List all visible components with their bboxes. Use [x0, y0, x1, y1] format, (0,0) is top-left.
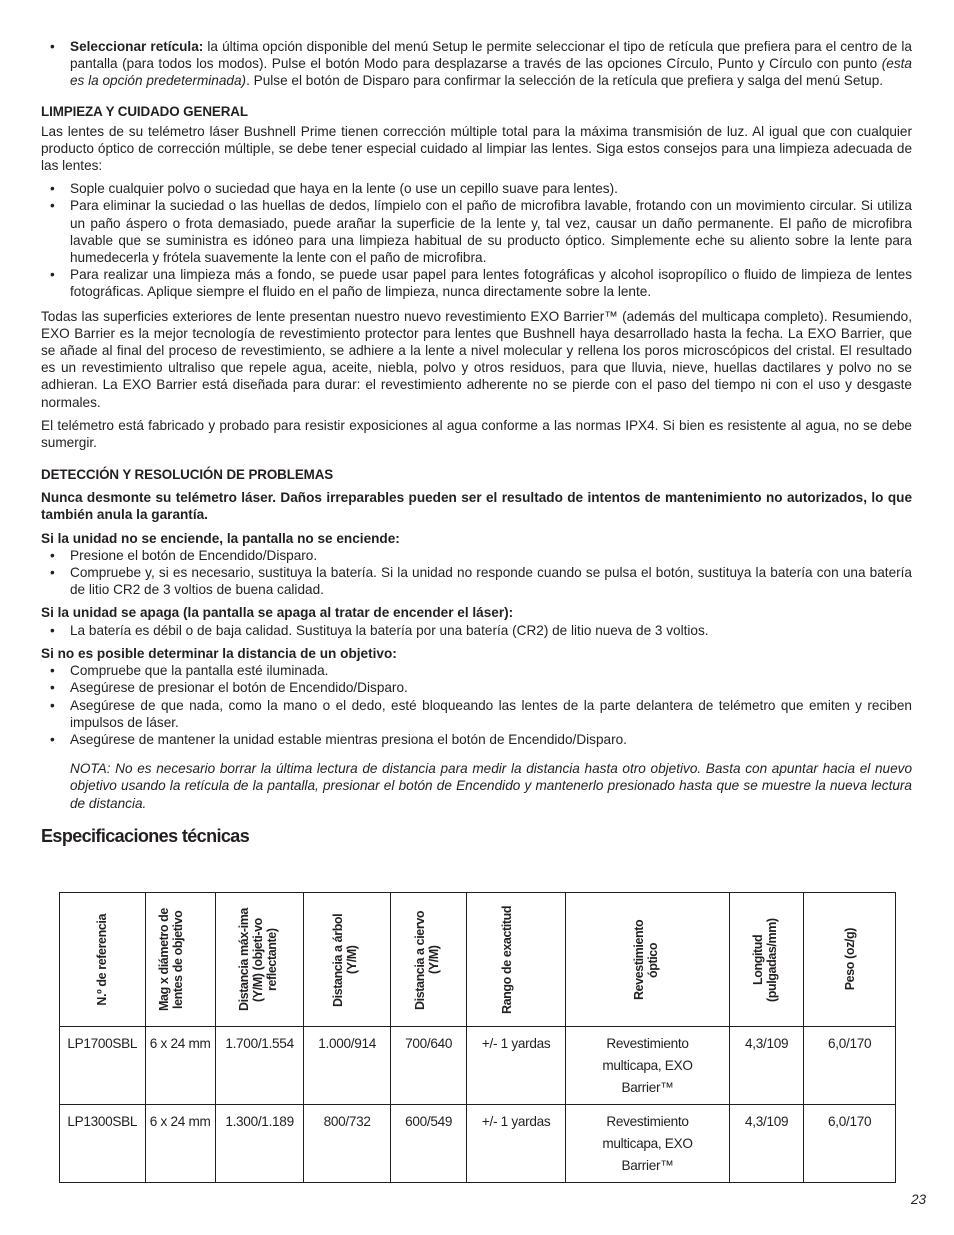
table-cell: LP1700SBL	[60, 1027, 146, 1105]
exo-barrier-paragraph: Todas las superficies exteriores de lente presentan nuestro nuevo revestimiento EXO Barrier™ (además del multicapa completo). Resumiendo, EXO Barrier es la mejor tecnología de revestimiento protector para lentes que Bushnell haya desarrollado hasta la fecha. La EXO Barrier, que se añade al final del proceso de revestimiento, se adhiere a la lente a nivel molecular y rellena los poros microscópicos del cristal. El resultado es un revestimiento ultraliso que repele agua, aceite, niebla, polvo y otros residuos, para que lluvia, nieve, huellas dactilares y polvo no se adhieran. La EXO Barrier está diseñada para durar: el revestimiento adherente no se pierde con el paso del tiempo ni con el uso y desgaste normales.	[41, 308, 912, 410]
table-cell: LP1300SBL	[60, 1105, 146, 1183]
table-cell: 6,0/170	[804, 1027, 896, 1105]
water-resistance-paragraph: El telémetro está fabricado y probado para resistir exposiciones al agua conforme a las normas IPX4. Si bien es resistente al agua, no se debe sumergir.	[41, 417, 912, 451]
list-item: • Asegúrese de mantener la unidad estable mientras presiona el botón de Encendido/Disparo.	[41, 731, 912, 748]
list-item: • La batería es débil o de baja calidad. Sustituya la batería por una batería (CR2) de litio nueva de 3 voltios.	[41, 622, 912, 639]
document-page	[41, 38, 912, 847]
reticle-bullet-text-a: la última opción disponible del menú Setup le permite seleccionar el tipo de retícula que prefiera para el centro de la pantalla (para todos los modos). Pulse el botón Modo para desplazarse a través de las opciones Círculo, Punto y Círculo con punto	[70, 39, 912, 72]
table-cell: 600/549	[390, 1105, 466, 1183]
specs-header-row	[60, 893, 896, 1027]
specs-heading: Especificaciones técnicas	[41, 825, 250, 846]
troubleshooting-heading: DETECCIÓN Y RESOLUCIÓN DE PROBLEMAS	[41, 467, 334, 483]
table-cell: 4,3/109	[729, 1105, 803, 1183]
case1-list	[41, 547, 912, 599]
table-cell: +/- 1 yardas	[467, 1027, 566, 1105]
specs-header-cell	[804, 893, 896, 1027]
case1-title: Si la unidad no se enciende, la pantalla no se enciende:	[41, 530, 400, 546]
table-row	[60, 1105, 896, 1183]
header-mag: Mag x diámetro de lentes de objetivo	[157, 908, 186, 1011]
list-item: • Asegúrese de que nada, como la mano o el dedo, esté bloqueando las lentes de la parte delantera de telémetro que emiten y reciben impulsos de láser.	[41, 697, 912, 731]
page-number: 23	[911, 1192, 927, 1207]
reticle-bullet	[41, 38, 912, 90]
table-cell: +/- 1 yardas	[467, 1105, 566, 1183]
table-cell: 1.300/1.189	[215, 1105, 304, 1183]
reticle-bullet-list	[41, 38, 912, 90]
reticle-bullet-text-b: . Pulse el botón de Disparo para confirmar la selección de la retícula que prefiera y salga del menú Setup.	[246, 73, 884, 89]
table-cell: 4,3/109	[729, 1027, 803, 1105]
table-cell: 700/640	[390, 1027, 466, 1105]
specs-header-cell	[145, 893, 215, 1027]
header-length: Longitud (pulgadas/mm)	[750, 917, 779, 1002]
list-item: • Presione el botón de Encendido/Disparo.	[41, 547, 912, 564]
reticle-bullet-label: Seleccionar retícula:	[70, 39, 204, 54]
specs-header-cell	[215, 893, 304, 1027]
specs-header-cell	[304, 893, 391, 1027]
table-cell: 6,0/170	[804, 1105, 896, 1183]
troubleshooting-note: NOTA: No es necesario borrar la última lectura de distancia para medir la distancia hasta otro objetivo. Basta con apuntar hacia el nuevo objetivo usando la retícula de la pantalla, presionar el botón de Encendido y mantenerlo presionado hasta que se muestre la nueva lectura de distancia.	[70, 761, 912, 811]
specs-header-cell	[60, 893, 146, 1027]
header-coating: Revestimiento óptico	[631, 919, 660, 1000]
specs-header-cell	[566, 893, 730, 1027]
list-item: • Sople cualquier polvo o suciedad que haya en la lente (o use un cepillo suave para lentes).	[41, 180, 912, 197]
case3-title: Si no es posible determinar la distancia de un objetivo:	[41, 645, 397, 661]
list-item: • Para eliminar la suciedad o las huellas de dedos, límpielo con el paño de microfibra lavable, frotando con un movimiento circular. Si utiliza un paño áspero o frota demasiado, puede arañar la superficie de la lente y, tal vez, causar un daño permanente. El paño de microfibra lavable que se suministra es idóneo para una limpieza habitual de su producto óptico. Simplemente eche su aliento sobre la lente para humedecerla y frótela suavemente la lente con el paño de microfibra.	[41, 197, 912, 266]
header-accuracy: Rango de exactitud	[500, 905, 515, 1014]
cleaning-bullet-list	[41, 180, 912, 300]
table-row	[60, 1027, 896, 1105]
table-cell: 6 x 24 mm	[145, 1105, 215, 1183]
cleaning-intro: Las lentes de su telémetro láser Bushnell Prime tienen corrección múltiple total para la máxima transmisión de luz. Al igual que con cualquier producto óptico de corrección múltiple, se debe tener especial cuidado al limpiar las lentes. Siga estos consejos para una limpieza adecuada de las lentes:	[41, 123, 912, 174]
list-item: • Asegúrese de presionar el botón de Encendido/Disparo.	[41, 679, 912, 696]
reticle-bullet-text-italic: (esta es la opción predeterminada)	[70, 56, 912, 89]
header-weight: Peso (oz/g)	[842, 928, 857, 991]
case3-list	[41, 662, 912, 748]
table-cell: 1.000/914	[304, 1027, 391, 1105]
header-max-distance: Distancia máx-ima (Y/M) (objeti-vo reflectante)	[236, 908, 279, 1011]
header-deer-distance: Distancia a ciervo (Y/M)	[412, 909, 441, 1010]
header-ref: N.º de referencia	[95, 913, 110, 1006]
table-cell: 800/732	[304, 1105, 391, 1183]
table-cell: Revestimiento multicapa, EXO Barrier™	[566, 1027, 730, 1105]
case2-list	[41, 622, 912, 639]
list-item: • Para realizar una limpieza más a fondo, se puede usar papel para lentes fotográficas y alcohol isopropílico o fluido de limpieza de lentes fotográficas. Aplique siempre el fluido en el paño de limpieza, nunca directamente sobre la lente.	[41, 266, 912, 300]
specs-table	[59, 892, 896, 1183]
table-cell: Revestimiento multicapa, EXO Barrier™	[566, 1105, 730, 1183]
table-cell: 6 x 24 mm	[145, 1027, 215, 1105]
case2-title: Si la unidad se apaga (la pantalla se apaga al tratar de encender el láser):	[41, 605, 514, 621]
specs-header-cell	[390, 893, 466, 1027]
table-cell: 1.700/1.554	[215, 1027, 304, 1105]
cleaning-heading: LIMPIEZA Y CUIDADO GENERAL	[41, 103, 248, 119]
header-tree-distance: Distancia a árbol (Y/M)	[331, 912, 360, 1007]
specs-header-cell	[729, 893, 803, 1027]
list-item: • Compruebe que la pantalla esté iluminada.	[41, 662, 912, 679]
troubleshooting-warning: Nunca desmonte su telémetro láser. Daños irreparables pueden ser el resultado de intentos de mantenimiento no autorizados, lo que también anula la garantía.	[41, 490, 912, 523]
specs-header-cell	[467, 893, 566, 1027]
list-item: • Compruebe y, si es necesario, sustituya la batería. Si la unidad no responde cuando se pulsa el botón, sustituya la batería con una batería de litio CR2 de 3 voltios de buena calidad.	[41, 564, 912, 598]
